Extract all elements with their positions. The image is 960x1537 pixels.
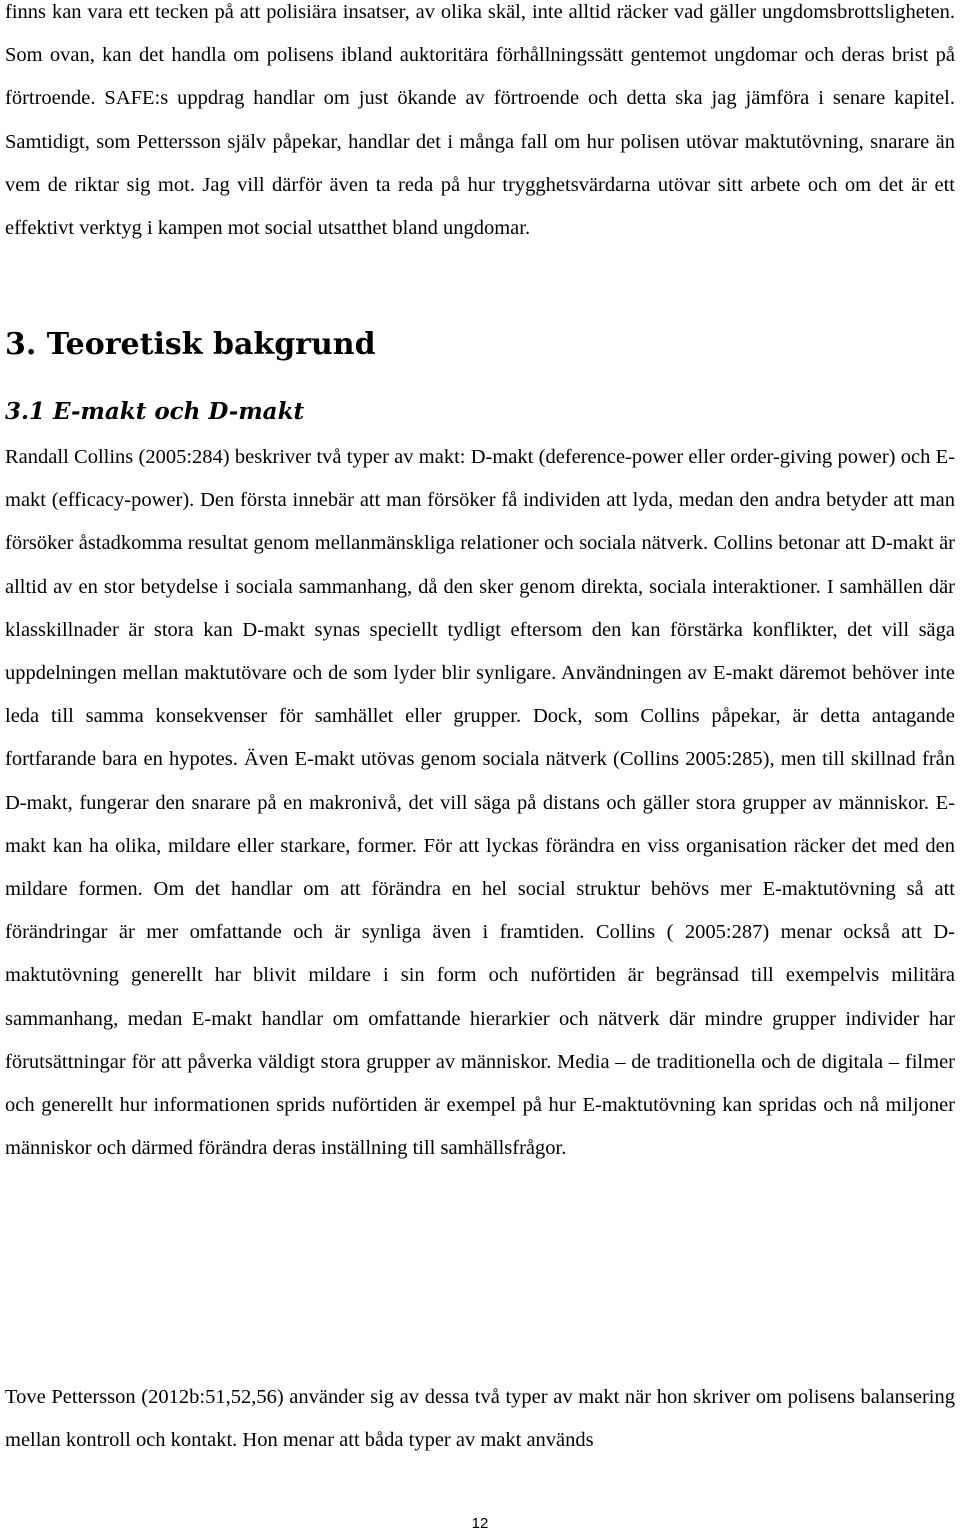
section-heading: 3. Teoretisk bakgrund [5, 327, 376, 362]
collins-paragraph: Randall Collins (2005:284) beskriver två typer av makt: D-makt (deference-power eller order-giving power) och E-makt (efficacy-power). Den första innebär att man försöker få individen att lyda, medan den andra betyder att man försöker åstadkomma resultat genom mellanmänskliga relationer och sociala nätverk. Collins betonar att D-makt är alltid av en stor betydelse i sociala sammanhang, då den sker genom direkta, sociala interaktioner. I samhällen där klasskillnader är stora kan D-makt synas speciellt tydligt eftersom den kan förstärka konflikter, det vill säga uppdelningen mellan maktutövare och de som lyder blir synligare. Användningen av E-makt däremot behöver inte leda till samma konsekvenser för samhället eller grupper. Dock, som Collins påpekar, är detta antagande fortfarande bara en hypotes. Även E-makt utövas genom sociala nätverk (Collins 2005:285), men till skillnad från D-makt, fungerar den snarare på en makronivå, det vill säga på distans och gäller stora grupper av människor. E-makt kan ha olika, mildare eller starkare, former. För att lyckas förändra en viss organisation räcker det med den mildare formen. Om det handlar om att förändra en hel social struktur behövs mer E-maktutövning så att förändringar är mer omfattande och är synliga även i framtiden. Collins ( 2005:287) menar också att D-maktutövning generellt har blivit mildare i sin form och nuförtiden är begränsad till exempelvis militära sammanhang, medan E-makt handlar om omfattande hierarkier och nätverk där mindre grupper individer har förutsättningar för att påverka väldigt stora grupper av människor. Media – de traditionella och de digitala – filmer och generellt hur informationen sprids nuförtiden är exempel på hur E-maktutövning kan spridas och nå miljoner människor och därmed förändra deras inställning till samhällsfrågor. [5, 446, 955, 1160]
intro-paragraph: finns kan vara ett tecken på att polisiära insatser, av olika skäl, inte alltid räcker vad gäller ungdomsbrottsligheten. Som ovan, kan det handla om polisens ibland auktoritära förhållningssätt gentemot ungdomar och deras brist på förtroende. SAFE:s uppdrag handlar om just ökande av förtroende och detta ska jag jämföra i senare kapitel. Samtidigt, som Pettersson själv påpekar, handlar det i många fall om hur polisen utövar maktutövning, snarare än vem de riktar sig mot. Jag vill därför även ta reda på hur trygghetsvärdarna utövar sitt arbete och om det är ett effektivt verktyg i kampen mot social utsatthet bland ungdomar. [5, 1, 955, 240]
pettersson-paragraph: Tove Pettersson (2012b:51,52,56) använder sig av dessa två typer av makt när hon skriver om polisens balansering mellan kontroll och kontakt. Hon menar att båda typer av makt används [5, 1386, 955, 1452]
page-number: 12 [471, 1515, 489, 1532]
subsection-heading: 3.1 E-makt och D-makt [5, 398, 305, 425]
document-page [5, 0, 955, 1537]
